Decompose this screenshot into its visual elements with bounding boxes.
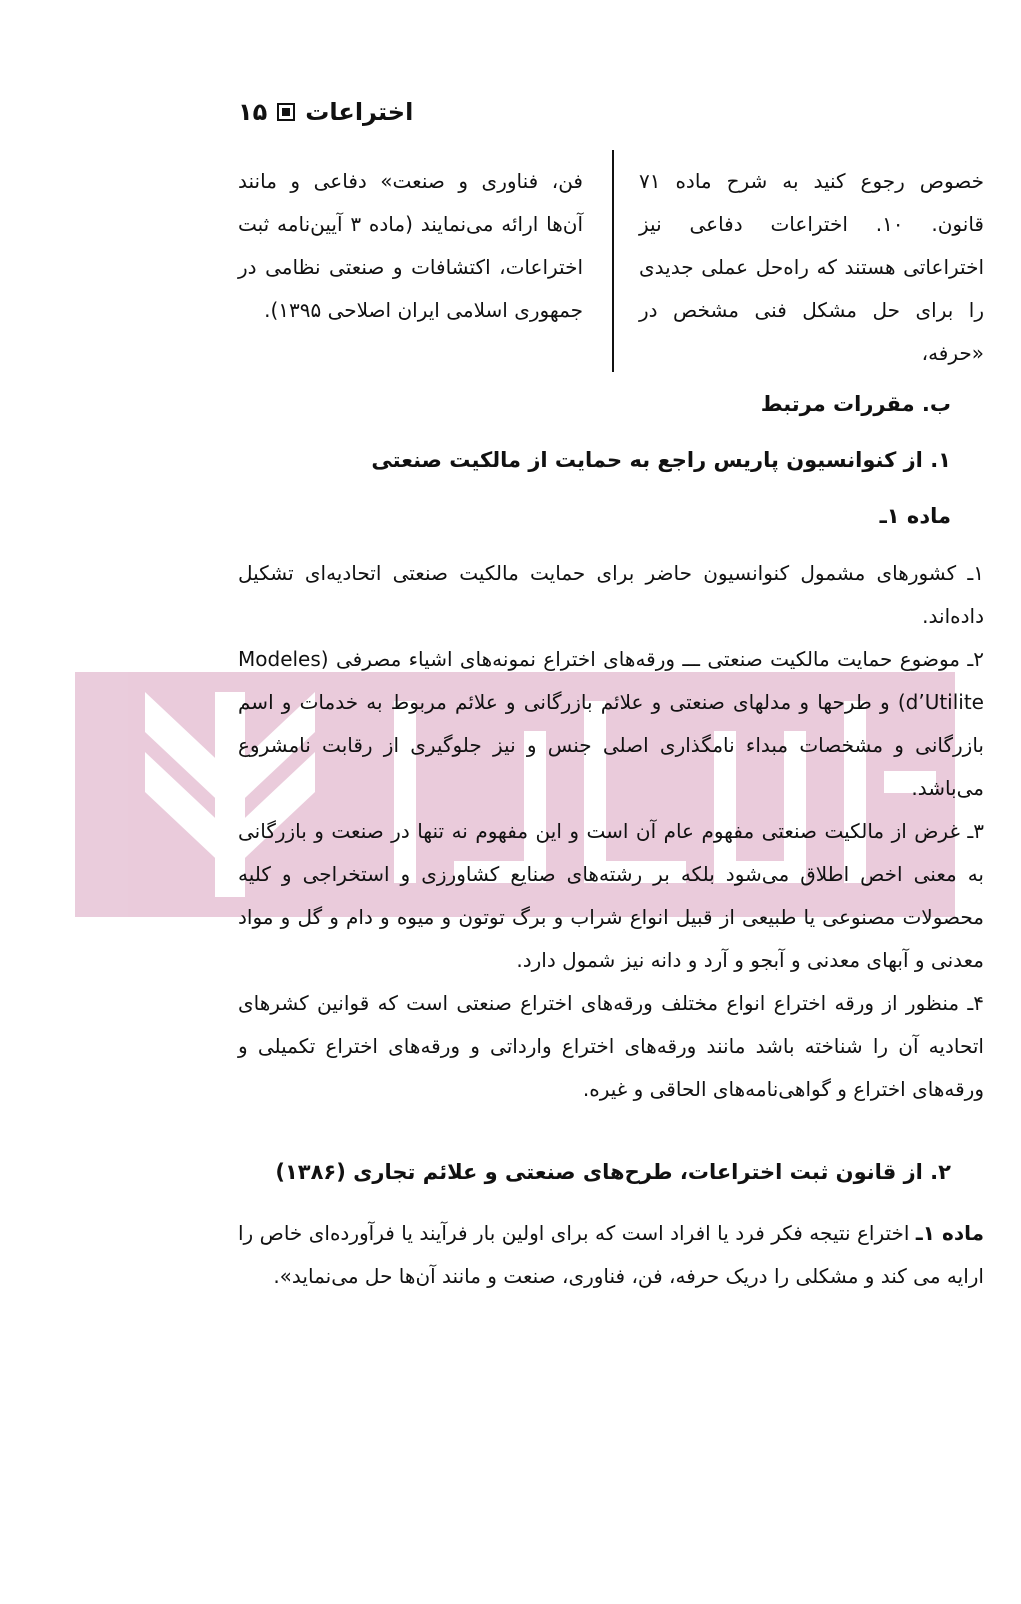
- header-title: اختراعات: [305, 98, 414, 126]
- subsection-heading-law: ۲. از قانون ثبت اختراعات، طرح‌های صنعتی و علائم تجاری (۱۳۸۶): [275, 1160, 951, 1184]
- law-article-1-label: ماده ۱ـ: [915, 1221, 984, 1245]
- page-number: ۱۵: [238, 98, 268, 126]
- article-heading-1: ماده ۱ـ: [879, 504, 951, 528]
- top-column-left-text: فن، فناوری و صنعت» دفاعی و مانند آن‌ها ارائه می‌نمایند (ماده ۳ آیین‌نامه ثبت اختراعات، اکتشافات و صنعتی نظامی در جمهوری اسلامی ایران اصلاحی ۱۳۹۵).: [238, 169, 584, 322]
- square-bullet-icon: [277, 103, 295, 121]
- law-article-1-text: اختراع نتیجه فکر فرد یا افراد است که برای اولین بار فرآیند یا فرآورده‌ای خاص را ارایه می کند و مشکلی را دریک حرفه، فن، فناوری، صنعت و مانند آن‌ها حل می‌نماید».: [238, 1221, 984, 1288]
- law-article-1-paragraph: [238, 1212, 984, 1298]
- paragraph-3: ۳ـ غرض از مالکیت صنعتی مفهوم عام آن است و این مفهوم نه تنها در صنعت و بازرگانی به معنی اخص اطلاق می‌شود بلکه بر رشته‌های صنایع کشاورزی و استخراجی و کلیه محصولات مصنوعی یا طبیعی از قبیل انواع شراب و برگ توتون و میوه و دام و گل و مواد معدنی و آبهای معدنی و آبجو و آرد و دانه نیز شمول دارد.: [238, 819, 984, 972]
- column-divider: [612, 150, 614, 372]
- subsection-heading-paris: ۱. از کنوانسیون پاریس راجع به حمایت از مالکیت صنعتی: [371, 448, 951, 472]
- top-column-right-text: خصوص رجوع کنید به شرح ماده ۷۱ قانون. ۱۰. اختراعات دفاعی نیز اختراعاتی هستند که راه‌حل عملی جدیدی را برای حل مشکل فنی مشخص در «حرفه،: [639, 169, 984, 365]
- article-1-body: [238, 552, 984, 1111]
- paragraph-1: ۱ـ کشورهای مشمول کنوانسیون حاضر برای حمایت مالکیت صنعتی اتحادیه‌ای تشکیل داده‌اند.: [238, 561, 984, 628]
- paragraph-2: ۲ـ موضوع حمایت مالکیت صنعتی ـــ ورقه‌های اختراع نمونه‌های اشیاء مصرفی (Modeles d’Utilite) و طرحها و مدلهای صنعتی و علائم بازرگانی و علائم مربوط به خدمات و اسم بازرگانی و مشخصات مبداء نامگذاری اصلی جنس و نیز جلوگیری از رقابت نامشروع می‌باشد.: [238, 647, 984, 800]
- section-heading: ب. مقررات مرتبط: [760, 392, 951, 416]
- paragraph-4: ۴ـ منظور از ورقه اختراع انواع مختلف ورقه‌های اختراع صنعتی است که قوانین کشرهای اتحادیه آن را شناخته باشد مانند ورقه‌های اختراع وارداتی و ورقه‌های اختراع تکمیلی و ورقه‌های اختراع و گواهی‌نامه‌های الحاقی و غیره.: [238, 991, 984, 1101]
- article-law-1: [238, 1212, 984, 1298]
- top-column-right: [639, 160, 984, 375]
- top-column-left: [238, 160, 583, 332]
- running-header: [238, 98, 413, 126]
